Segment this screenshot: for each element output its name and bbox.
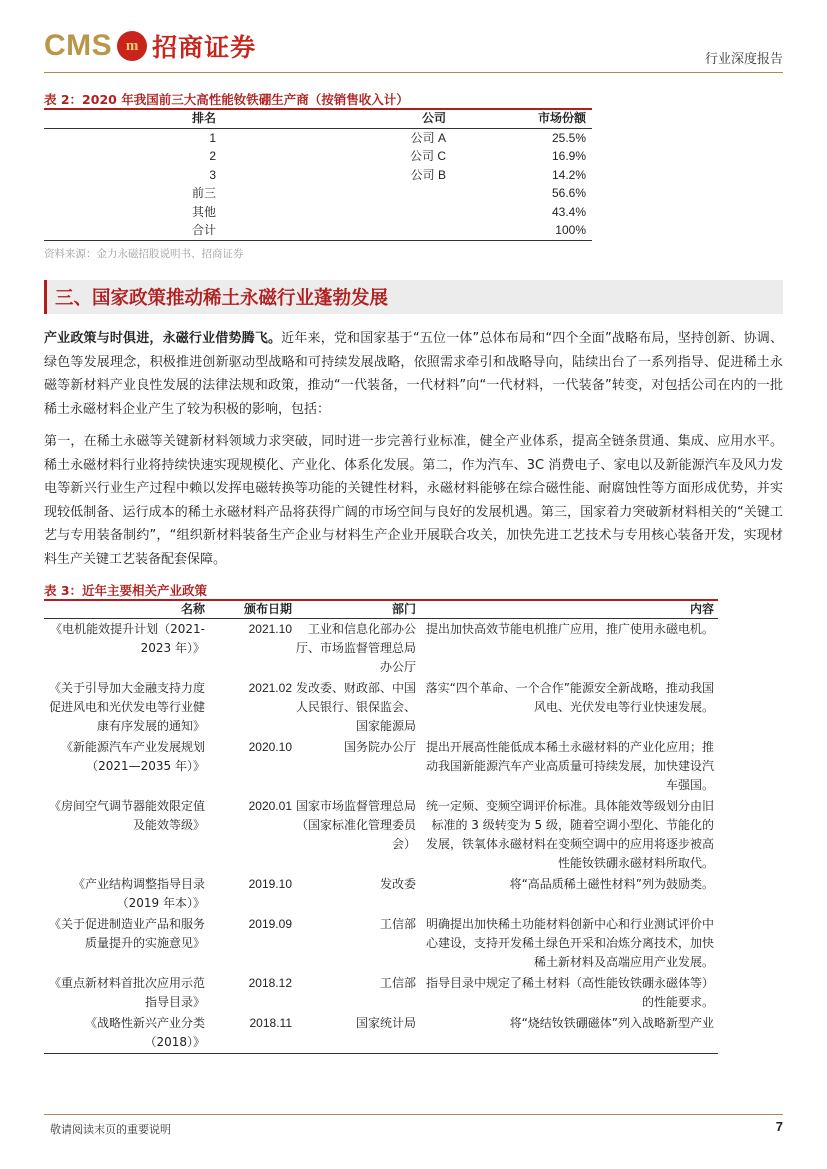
table-row: 《关于引导加大金融支持力度促进风电和光伏发电等行业健康有序发展的通知》 2021.02 发改委、财政部、中国人民银行、银保监会、国家能源局 落实“四个革命、一个合作”能源安全新战略，推动我国风电、光伏发电等行业快速发展。	[48, 681, 714, 733]
report-type: 行业深度报告	[704, 52, 783, 67]
col-company: 公司	[216, 109, 446, 128]
logo-seal-icon: m	[117, 31, 147, 61]
table-row: 《重点新材料首批次应用示范指导目录》 2018.12 工信部 指导目录中规定了稀土材料（高性能钕铁硼永磁体等）的性能要求。	[48, 976, 714, 1009]
table-row: 《战略性新兴产业分类（2018）》 2018.11 国家统计局 将“烧结钕铁硼磁体”列入战略新型产业	[44, 1013, 718, 1054]
table2-source: 资料来源：金力永磁招股说明书、招商证券	[44, 248, 244, 260]
table-row: 前三 56.6%	[191, 186, 586, 200]
table-row: 《房间空气调节器能效限定值及能效等级》 2020.01 国家市场监督管理总局（国家标准化管理委员会） 统一定频、变频空调评价标准。具体能效等级划分由旧标准的 3 级转变为 5 级，随着空调小型化、节能化的发展，铁氧体永磁材料在变频空调中的应用将逐步被高性能钕铁硼永磁材料所取代。	[48, 799, 714, 870]
table3-caption: 表 3：近年主要相关产业政策	[44, 583, 208, 598]
table-row: 2 公司 C 16.9%	[209, 149, 586, 163]
col-rank: 排名	[44, 109, 216, 128]
table-row: 《电机能效提升计划（2021-2023 年）》 2021.10 工业和信息化部办公厅、市场监督管理总局办公厅 提出加快高效节能电机推广应用，推广使用永磁电机。	[50, 622, 714, 674]
table-header-row	[44, 600, 718, 619]
paragraph-1	[44, 327, 783, 421]
col-content: 内容	[420, 600, 718, 619]
section-title: 三、国家政策推动稀土永磁行业蓬勃发展	[44, 280, 783, 314]
col-department: 部门	[294, 600, 420, 619]
header-divider	[44, 72, 783, 73]
company-logo	[44, 28, 256, 64]
brand-name: 招商证券	[152, 33, 257, 62]
market-share-table	[44, 109, 592, 241]
table-row: 1 公司 A 25.5%	[209, 130, 586, 145]
table-row: 其他 43.4%	[191, 204, 586, 219]
logo-cms-text: CMS	[44, 29, 113, 62]
col-share: 市场份额	[446, 109, 592, 128]
table-header-row	[44, 109, 592, 128]
footer-divider	[44, 1114, 783, 1115]
paragraph-1-body: 近年来，党和国家基于“五位一体”总体布局和“四个全面”战略布局，坚持创新、协调、绿色等发展理念，积极推进创新驱动型战略和可持续发展战略，依照需求牵引和战略导向，陆续出台了一系列指导、促进稀土永磁等新材料产业良性发展的法律法规和政策，推动“一代装备，一代材料”向“一代材料，一代装备”转变，对包括公司在内的一批稀土永磁材料企业产生了较为积极的影响，包括：	[44, 331, 783, 417]
paragraph-1-lead: 产业政策与时俱进，永磁行业借势腾飞。	[44, 331, 282, 346]
col-date: 颁布日期	[209, 600, 294, 619]
table-row: 《关于促进制造业产品和服务质量提升的实施意见》 2019.09 工信部 明确提出加快稀土功能材料创新中心和行业测试评价中心建设，支持开发稀土绿色开采和冶炼分离技术，加快稀土新材料及高端应用产业发展。	[48, 917, 714, 969]
paragraph-2: 第一，在稀土永磁等关键新材料领域力求突破，同时进一步完善行业标准，健全产业体系，提高全链条贯通、集成、应用水平。稀土永磁材料行业将持续快速实现规模化、产业化、体系化发展。第二，作为汽车、3C 消费电子、家电以及新能源汽车及风力发电等新兴行业生产过程中赖以发挥电磁转换等功能的关键性材料，永磁材料能够在综合磁性能、耐腐蚀性等方面形成优势，并实现较低制备、运行成本的稀土永磁材料产品将获得广阔的市场空间与良好的发展机遇。第三，国家着力突破新材料相关的“关键工艺与专用装备制约”，“组织新材料装备生产企业与材料生产企业开展联合攻关，加快先进工艺技术与专用核心装备开发，实现材料生产关键工艺装备配套保障。	[44, 434, 783, 567]
col-name: 名称	[44, 600, 209, 619]
table-row: 《产业结构调整指导目录（2019 年本）》 2019.10 发改委 将“高品质稀土磁性材料”列为鼓励类。	[72, 877, 714, 910]
table2-caption: 表 2：2020 年我国前三大高性能钕铁硼生产商（按销售收入计）	[44, 92, 409, 107]
table-row: 《新能源汽车产业发展规划（2021—2035 年）》 2020.10 国务院办公厅 提出开展高性能低成本稀土永磁材料的产业化应用；推动我国新能源汽车产业高质量可持续发展，加快建设汽车强国。	[60, 740, 714, 792]
page-number: 7	[775, 1119, 783, 1134]
table-row: 合计 100%	[44, 221, 592, 240]
footer-note: 敬请阅读末页的重要说明	[50, 1123, 171, 1136]
table-row: 3 公司 B 14.2%	[209, 167, 586, 182]
policy-table	[44, 600, 718, 1054]
